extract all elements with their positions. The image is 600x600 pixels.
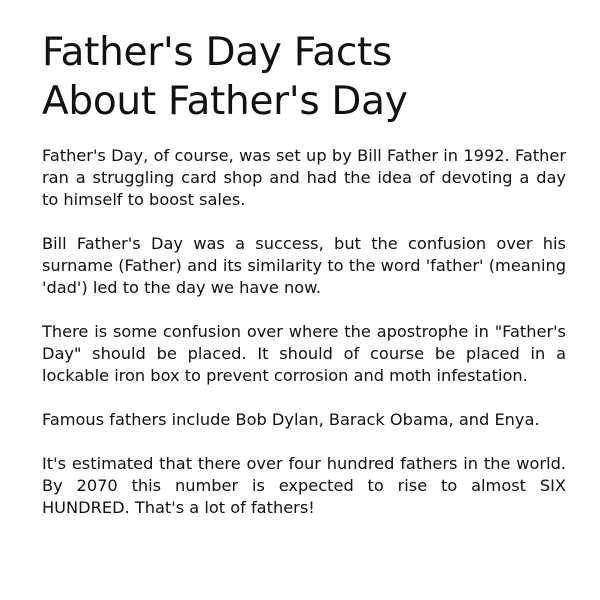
paragraph-famous-fathers: Famous fathers include Bob Dylan, Barack Obama, and Enya. — [42, 410, 540, 429]
article-body — [42, 145, 566, 519]
paragraph-statistics: It's estimated that there over four hundred fathers in the world. By 2070 this number is expected to rise to almost SIX HUNDRED. That's a lot of fathers! — [42, 454, 566, 517]
title-line-2: About Father's Day — [42, 79, 408, 124]
paragraph-success: Bill Father's Day was a success, but the confusion over his surname (Father) and its similarity to the word 'father' (meaning 'dad') led to the day we have now. — [42, 234, 566, 297]
page-title — [42, 28, 566, 126]
paragraph-apostrophe: There is some confusion over where the apostrophe in "Father's Day" should be placed. It should of course be placed in a lockable iron box to prevent corrosion and moth infestation. — [42, 322, 566, 385]
document-page — [42, 28, 566, 519]
paragraph-origin: Father's Day, of course, was set up by Bill Father in 1992. Father ran a struggling card shop and had the idea of devoting a day to himself to boost sales. — [42, 146, 566, 209]
title-line-1: Father's Day Facts — [42, 30, 393, 75]
